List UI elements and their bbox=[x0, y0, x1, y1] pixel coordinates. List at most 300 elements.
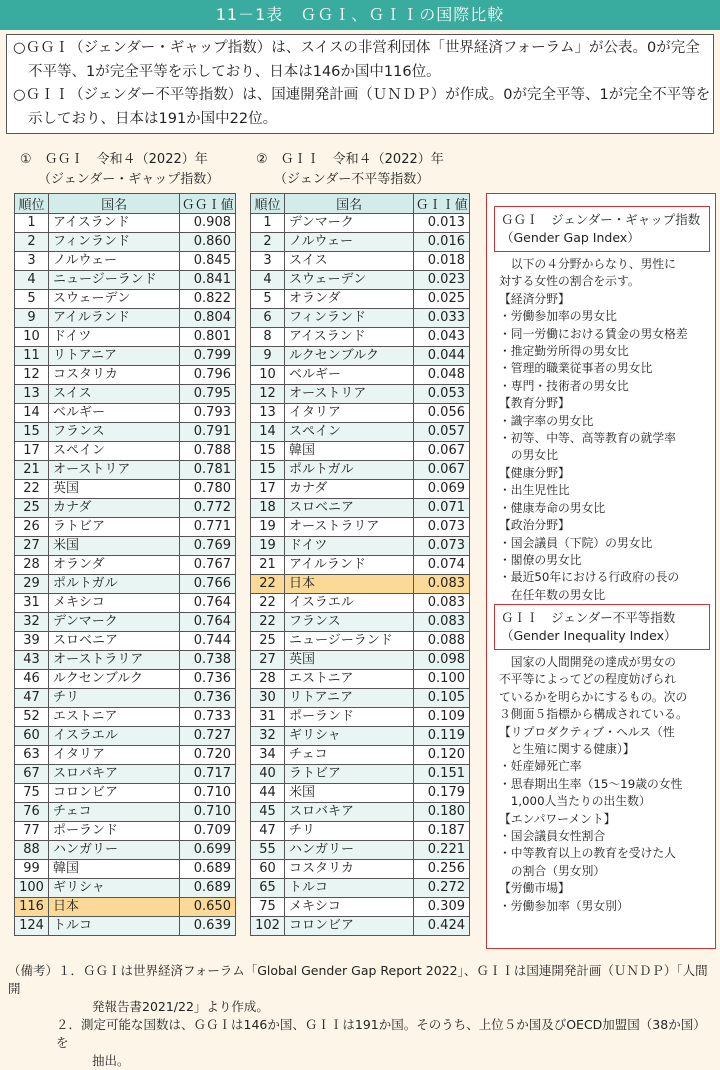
rank-cell: 60 bbox=[251, 860, 285, 879]
rank-cell: 75 bbox=[15, 784, 49, 803]
country-cell: トルコ bbox=[284, 879, 413, 898]
table-row bbox=[251, 708, 470, 727]
country-cell: リトアニア bbox=[284, 689, 413, 708]
rank-cell: 9 bbox=[251, 347, 285, 366]
country-cell: ハンガリー bbox=[284, 841, 413, 860]
table-row bbox=[251, 328, 470, 347]
country-cell: ベルギー bbox=[48, 404, 179, 423]
country-cell: フランス bbox=[48, 423, 179, 442]
definition-line: 【リプロダクティブ・ヘルス（性 bbox=[499, 724, 675, 739]
rank-cell: 55 bbox=[251, 841, 285, 860]
country-cell: 韓国 bbox=[48, 860, 179, 879]
rank-cell: 46 bbox=[15, 670, 49, 689]
intro-box bbox=[6, 34, 714, 134]
country-cell: カナダ bbox=[284, 480, 413, 499]
gii-definition-text bbox=[499, 654, 688, 915]
rank-cell: 1 bbox=[15, 214, 49, 233]
rank-cell: 18 bbox=[251, 499, 285, 518]
value-cell: 0.791 bbox=[180, 423, 236, 442]
value-cell: 0.083 bbox=[414, 613, 470, 632]
rank-cell: 22 bbox=[251, 575, 285, 594]
rank-cell: 17 bbox=[251, 480, 285, 499]
value-cell: 0.083 bbox=[414, 575, 470, 594]
country-cell: スロバキア bbox=[284, 803, 413, 822]
rank-cell: 19 bbox=[251, 518, 285, 537]
value-cell: 0.309 bbox=[414, 898, 470, 917]
rank-cell: 13 bbox=[251, 404, 285, 423]
country-cell: ノルウェー bbox=[48, 252, 179, 271]
definition-line: 【労働市場】 bbox=[499, 881, 570, 896]
gii-heading: ② ＧＩＩ 令和４（2022）年 （ジェンダー不平等指数） bbox=[256, 152, 444, 187]
country-cell: イタリア bbox=[48, 746, 179, 765]
table-row bbox=[251, 822, 470, 841]
country-cell: 英国 bbox=[48, 480, 179, 499]
rank-cell: 25 bbox=[15, 499, 49, 518]
country-cell: スペイン bbox=[48, 442, 179, 461]
table-row bbox=[251, 917, 470, 936]
value-cell: 0.098 bbox=[414, 651, 470, 670]
country-cell: ニュージーランド bbox=[48, 271, 179, 290]
country-cell: ギリシャ bbox=[48, 879, 179, 898]
value-cell: 0.025 bbox=[414, 290, 470, 309]
value-cell: 0.639 bbox=[180, 917, 236, 936]
value-cell: 0.071 bbox=[414, 499, 470, 518]
table-row bbox=[15, 290, 236, 309]
table-row bbox=[15, 613, 236, 632]
country-cell: リトアニア bbox=[48, 347, 179, 366]
rank-cell: 31 bbox=[251, 708, 285, 727]
definition-line: ・推定勤労所得の男女比 bbox=[499, 344, 629, 359]
rank-cell: 15 bbox=[251, 442, 285, 461]
country-cell: メキシコ bbox=[48, 594, 179, 613]
rank-cell: 43 bbox=[15, 651, 49, 670]
value-cell: 0.727 bbox=[180, 727, 236, 746]
value-cell: 0.033 bbox=[414, 309, 470, 328]
value-cell: 0.736 bbox=[180, 670, 236, 689]
rank-cell: 65 bbox=[251, 879, 285, 898]
definition-line: ・初等、中等、高等教育の就学率 bbox=[499, 431, 676, 446]
country-cell: ドイツ bbox=[284, 537, 413, 556]
table-row bbox=[15, 594, 236, 613]
value-cell: 0.073 bbox=[414, 518, 470, 537]
definition-line: ・労働参加率（男女別） bbox=[499, 898, 629, 913]
table-row bbox=[15, 328, 236, 347]
country-cell: ドイツ bbox=[48, 328, 179, 347]
table-row bbox=[251, 860, 470, 879]
definition-line: ・出生児性比 bbox=[499, 483, 570, 498]
country-cell: チリ bbox=[284, 822, 413, 841]
rank-cell: 22 bbox=[251, 594, 285, 613]
rank-cell: 22 bbox=[251, 613, 285, 632]
table-row bbox=[251, 898, 470, 917]
rank-cell: 13 bbox=[15, 385, 49, 404]
rank-cell: 100 bbox=[15, 879, 49, 898]
definition-line: の割合（男女別） bbox=[499, 863, 606, 878]
country-cell: フランス bbox=[284, 613, 413, 632]
country-cell: コスタリカ bbox=[284, 860, 413, 879]
table-row bbox=[251, 366, 470, 385]
table-row bbox=[15, 822, 236, 841]
rank-cell: 4 bbox=[251, 271, 285, 290]
country-cell: オランダ bbox=[284, 290, 413, 309]
rank-cell: 75 bbox=[251, 898, 285, 917]
table-row bbox=[251, 499, 470, 518]
table-row bbox=[15, 841, 236, 860]
rank-cell: 15 bbox=[15, 423, 49, 442]
rank-cell: 17 bbox=[15, 442, 49, 461]
rank-cell: 34 bbox=[251, 746, 285, 765]
country-cell: スロベニア bbox=[48, 632, 179, 651]
table-row bbox=[251, 442, 470, 461]
rank-cell: 26 bbox=[15, 518, 49, 537]
value-cell: 0.067 bbox=[414, 442, 470, 461]
country-cell: デンマーク bbox=[284, 214, 413, 233]
table-row bbox=[15, 518, 236, 537]
country-cell: ノルウェー bbox=[284, 233, 413, 252]
rank-cell: 25 bbox=[251, 632, 285, 651]
table-row bbox=[15, 233, 236, 252]
definition-line: ・専門・技術者の男女比 bbox=[499, 378, 629, 393]
country-cell: フィンランド bbox=[48, 233, 179, 252]
country-cell: オーストリア bbox=[48, 461, 179, 480]
definition-line: 1,000人当たりの出生数） bbox=[499, 794, 651, 809]
value-cell: 0.710 bbox=[180, 784, 236, 803]
definition-line: ・国会議員（下院）の男女比 bbox=[499, 535, 653, 550]
rank-cell: 28 bbox=[251, 670, 285, 689]
definitions-panel bbox=[486, 193, 716, 949]
definition-line: 【エンパワーメント】 bbox=[499, 811, 616, 826]
country-cell: スペイン bbox=[284, 423, 413, 442]
table-row bbox=[15, 366, 236, 385]
value-cell: 0.796 bbox=[180, 366, 236, 385]
rank-cell: 27 bbox=[251, 651, 285, 670]
table-row bbox=[15, 404, 236, 423]
definition-line: ・同一労働における賃金の男女格差 bbox=[499, 326, 688, 341]
rank-cell: 77 bbox=[15, 822, 49, 841]
table-row bbox=[251, 233, 470, 252]
definition-line: ているかを明らかにするもの。次の bbox=[499, 689, 688, 704]
definition-line: 【教育分野】 bbox=[499, 396, 570, 411]
country-cell: ポルトガル bbox=[284, 461, 413, 480]
country-cell: オーストラリア bbox=[48, 651, 179, 670]
definition-line: 在任年数の男女比 bbox=[499, 587, 606, 602]
country-cell: ベルギー bbox=[284, 366, 413, 385]
value-cell: 0.109 bbox=[414, 708, 470, 727]
value-cell: 0.018 bbox=[414, 252, 470, 271]
value-cell: 0.048 bbox=[414, 366, 470, 385]
value-cell: 0.788 bbox=[180, 442, 236, 461]
rank-cell: 32 bbox=[15, 613, 49, 632]
definition-line: の男女比 bbox=[499, 448, 558, 463]
country-cell: ギリシャ bbox=[284, 727, 413, 746]
country-cell: トルコ bbox=[48, 917, 179, 936]
definition-line: ・識字率の男女比 bbox=[499, 413, 594, 428]
value-cell: 0.860 bbox=[180, 233, 236, 252]
rank-cell: 44 bbox=[251, 784, 285, 803]
definition-line: ・中等教育以上の教育を受けた人 bbox=[499, 846, 676, 861]
value-cell: 0.100 bbox=[414, 670, 470, 689]
value-cell: 0.057 bbox=[414, 423, 470, 442]
table-row bbox=[251, 594, 470, 613]
value-cell: 0.822 bbox=[180, 290, 236, 309]
rank-cell: 19 bbox=[251, 537, 285, 556]
table-row bbox=[251, 841, 470, 860]
rank-cell: 124 bbox=[15, 917, 49, 936]
table-row bbox=[251, 727, 470, 746]
country-cell: エストニア bbox=[284, 670, 413, 689]
rank-cell: 14 bbox=[251, 423, 285, 442]
table-row bbox=[15, 556, 236, 575]
definition-line: 【政治分野】 bbox=[499, 518, 570, 533]
value-cell: 0.766 bbox=[180, 575, 236, 594]
definition-line: 不平等によってどの程度妨げられ bbox=[499, 672, 676, 687]
definition-line: 国家の人間開発の達成が男女の bbox=[499, 655, 676, 669]
table-row bbox=[251, 404, 470, 423]
table-row bbox=[15, 670, 236, 689]
rank-cell: 39 bbox=[15, 632, 49, 651]
value-cell: 0.120 bbox=[414, 746, 470, 765]
header-country: 国名 bbox=[284, 194, 413, 214]
country-cell: チェコ bbox=[48, 803, 179, 822]
country-cell: フィンランド bbox=[284, 309, 413, 328]
table-row bbox=[15, 423, 236, 442]
definition-line: 対する女性の割合を示す。 bbox=[499, 274, 640, 289]
country-cell: デンマーク bbox=[48, 613, 179, 632]
table-row bbox=[15, 385, 236, 404]
country-cell: チリ bbox=[48, 689, 179, 708]
intro-gii: ○ＧＩＩ（ジェンダー不平等指数）は、国連開発計画（ＵＮＤＰ）が作成。0が完全平等、1が完全不平等を示しており、日本は191か国中22位。 bbox=[13, 87, 711, 127]
table-row bbox=[251, 537, 470, 556]
rank-cell: 8 bbox=[251, 328, 285, 347]
country-cell: オーストリア bbox=[284, 385, 413, 404]
value-cell: 0.074 bbox=[414, 556, 470, 575]
value-cell: 0.043 bbox=[414, 328, 470, 347]
table-row bbox=[251, 765, 470, 784]
rank-cell: 3 bbox=[15, 252, 49, 271]
value-cell: 0.073 bbox=[414, 537, 470, 556]
definition-line: 以下の４分野からなり、男性に bbox=[499, 257, 676, 271]
rank-cell: 1 bbox=[251, 214, 285, 233]
value-cell: 0.067 bbox=[414, 461, 470, 480]
rank-cell: 2 bbox=[251, 233, 285, 252]
definition-line: 【経済分野】 bbox=[499, 291, 570, 306]
value-cell: 0.744 bbox=[180, 632, 236, 651]
country-cell: 米国 bbox=[284, 784, 413, 803]
value-cell: 0.795 bbox=[180, 385, 236, 404]
table-row bbox=[251, 632, 470, 651]
country-cell: ルクセンブルク bbox=[48, 670, 179, 689]
value-cell: 0.801 bbox=[180, 328, 236, 347]
table-row bbox=[15, 575, 236, 594]
table-row bbox=[15, 689, 236, 708]
rank-cell: 76 bbox=[15, 803, 49, 822]
country-cell: ラトビア bbox=[284, 765, 413, 784]
ggi-table bbox=[14, 193, 236, 936]
rank-cell: 12 bbox=[15, 366, 49, 385]
ggi-heading: ① ＧＧＩ 令和４（2022）年 （ジェンダー・ギャップ指数） bbox=[20, 152, 220, 187]
gii-definition-title: ＧＩＩ ジェンダー不平等指数 （Gender Inequality Index） bbox=[494, 604, 710, 650]
table-row bbox=[15, 537, 236, 556]
rank-cell: 27 bbox=[15, 537, 49, 556]
country-cell: エストニア bbox=[48, 708, 179, 727]
definition-line: と生殖に関する健康）】 bbox=[499, 742, 635, 757]
country-cell: イスラエル bbox=[284, 594, 413, 613]
table-row bbox=[15, 803, 236, 822]
rank-cell: 12 bbox=[251, 385, 285, 404]
table-row bbox=[251, 252, 470, 271]
value-cell: 0.053 bbox=[414, 385, 470, 404]
value-cell: 0.023 bbox=[414, 271, 470, 290]
rank-cell: 15 bbox=[251, 461, 285, 480]
value-cell: 0.105 bbox=[414, 689, 470, 708]
country-cell: コロンビア bbox=[284, 917, 413, 936]
table-row bbox=[251, 309, 470, 328]
country-cell: ポルトガル bbox=[48, 575, 179, 594]
value-cell: 0.720 bbox=[180, 746, 236, 765]
table-row bbox=[15, 499, 236, 518]
rank-cell: 14 bbox=[15, 404, 49, 423]
country-cell: スウェーデン bbox=[48, 290, 179, 309]
value-cell: 0.256 bbox=[414, 860, 470, 879]
table-row bbox=[251, 423, 470, 442]
rank-cell: 3 bbox=[251, 252, 285, 271]
rank-cell: 67 bbox=[15, 765, 49, 784]
value-cell: 0.119 bbox=[414, 727, 470, 746]
country-cell: スロバキア bbox=[48, 765, 179, 784]
rank-cell: 29 bbox=[15, 575, 49, 594]
value-cell: 0.738 bbox=[180, 651, 236, 670]
definition-line: ・健康寿命の男女比 bbox=[499, 500, 606, 515]
value-cell: 0.424 bbox=[414, 917, 470, 936]
country-cell: スロベニア bbox=[284, 499, 413, 518]
table-row bbox=[251, 689, 470, 708]
definition-line: ・最近50年における行政府の長の bbox=[499, 570, 680, 585]
value-cell: 0.083 bbox=[414, 594, 470, 613]
value-cell: 0.733 bbox=[180, 708, 236, 727]
value-cell: 0.736 bbox=[180, 689, 236, 708]
country-cell: アイルランド bbox=[284, 556, 413, 575]
table-row bbox=[251, 784, 470, 803]
country-cell: スイス bbox=[48, 385, 179, 404]
rank-cell: 5 bbox=[15, 290, 49, 309]
country-cell: チェコ bbox=[284, 746, 413, 765]
value-cell: 0.764 bbox=[180, 594, 236, 613]
rank-cell: 9 bbox=[15, 309, 49, 328]
table-row bbox=[251, 480, 470, 499]
table-row bbox=[251, 347, 470, 366]
table-row bbox=[15, 651, 236, 670]
rank-cell: 5 bbox=[251, 290, 285, 309]
table-row bbox=[15, 214, 236, 233]
table-row bbox=[15, 632, 236, 651]
table-row bbox=[15, 252, 236, 271]
country-cell: ポーランド bbox=[284, 708, 413, 727]
rank-cell: 47 bbox=[251, 822, 285, 841]
table-row bbox=[251, 556, 470, 575]
rank-cell: 32 bbox=[251, 727, 285, 746]
ggi-definition-title: ＧＧＩ ジェンダー・ギャップ指数 （Gender Gap Index） bbox=[494, 206, 710, 252]
header-value: ＧＩＩ値 bbox=[414, 194, 470, 214]
intro-ggi: ○ＧＧＩ（ジェンダー・ギャップ指数）は、スイスの非営利団体「世界経済フォーラム」が公表。0が完全不平等、1が完全平等を示しており、日本は146か国中116位。 bbox=[13, 40, 700, 80]
page-title: 11－1表 ＧＧＩ、ＧＩＩの国際比較 bbox=[0, 0, 720, 30]
rank-cell: 2 bbox=[15, 233, 49, 252]
table-row bbox=[251, 461, 470, 480]
value-cell: 0.772 bbox=[180, 499, 236, 518]
definition-line: ・管理的職業従事者の男女比 bbox=[499, 361, 653, 376]
rank-cell: 28 bbox=[15, 556, 49, 575]
rank-cell: 30 bbox=[251, 689, 285, 708]
header-rank: 順位 bbox=[251, 194, 285, 214]
table-row bbox=[251, 518, 470, 537]
value-cell: 0.069 bbox=[414, 480, 470, 499]
rank-cell: 10 bbox=[15, 328, 49, 347]
rank-cell: 102 bbox=[251, 917, 285, 936]
table-row bbox=[15, 309, 236, 328]
value-cell: 0.179 bbox=[414, 784, 470, 803]
table-row bbox=[251, 879, 470, 898]
rank-cell: 6 bbox=[251, 309, 285, 328]
value-cell: 0.764 bbox=[180, 613, 236, 632]
table-row bbox=[15, 727, 236, 746]
country-cell: イスラエル bbox=[48, 727, 179, 746]
rank-cell: 21 bbox=[15, 461, 49, 480]
table-row bbox=[15, 746, 236, 765]
table-row bbox=[251, 385, 470, 404]
ggi-definition-text bbox=[499, 256, 688, 604]
table-row bbox=[251, 746, 470, 765]
table-row bbox=[15, 442, 236, 461]
table-row bbox=[15, 461, 236, 480]
value-cell: 0.056 bbox=[414, 404, 470, 423]
table-row bbox=[15, 271, 236, 290]
value-cell: 0.650 bbox=[180, 898, 236, 917]
table-row bbox=[251, 613, 470, 632]
rank-cell: 21 bbox=[251, 556, 285, 575]
table-row bbox=[251, 651, 470, 670]
definition-line: 【健康分野】 bbox=[499, 465, 570, 480]
table-row bbox=[15, 708, 236, 727]
header-value: ＧＧＩ値 bbox=[180, 194, 236, 214]
country-cell: コスタリカ bbox=[48, 366, 179, 385]
table-row bbox=[251, 670, 470, 689]
rank-cell: 31 bbox=[15, 594, 49, 613]
country-cell: イタリア bbox=[284, 404, 413, 423]
country-cell: 日本 bbox=[48, 898, 179, 917]
notes: （備考）１．ＧＧＩは世界経済フォーラム「Global Gender Gap Report 2022」、ＧＩＩは国連開発計画（ＵＮＤＰ）「人間開 発報告書2021/22」より作成。 ２．測定可能な国数は、ＧＧＩは146か国、ＧＩＩは191か国。そのうち、上位５か国及びOECD加盟国（38か国）を 抽出。 bbox=[8, 963, 708, 1068]
value-cell: 0.088 bbox=[414, 632, 470, 651]
table-row bbox=[251, 271, 470, 290]
table-row bbox=[15, 784, 236, 803]
rank-cell: 22 bbox=[15, 480, 49, 499]
value-cell: 0.793 bbox=[180, 404, 236, 423]
value-cell: 0.841 bbox=[180, 271, 236, 290]
country-cell: 日本 bbox=[284, 575, 413, 594]
rank-cell: 11 bbox=[15, 347, 49, 366]
value-cell: 0.180 bbox=[414, 803, 470, 822]
value-cell: 0.044 bbox=[414, 347, 470, 366]
table-row bbox=[251, 290, 470, 309]
country-cell: ニュージーランド bbox=[284, 632, 413, 651]
rank-cell: 88 bbox=[15, 841, 49, 860]
value-cell: 0.771 bbox=[180, 518, 236, 537]
rank-cell: 10 bbox=[251, 366, 285, 385]
header-rank: 順位 bbox=[15, 194, 49, 214]
country-cell: アイスランド bbox=[48, 214, 179, 233]
country-cell: 英国 bbox=[284, 651, 413, 670]
rank-cell: 60 bbox=[15, 727, 49, 746]
gii-table bbox=[250, 193, 470, 936]
country-cell: コロンビア bbox=[48, 784, 179, 803]
